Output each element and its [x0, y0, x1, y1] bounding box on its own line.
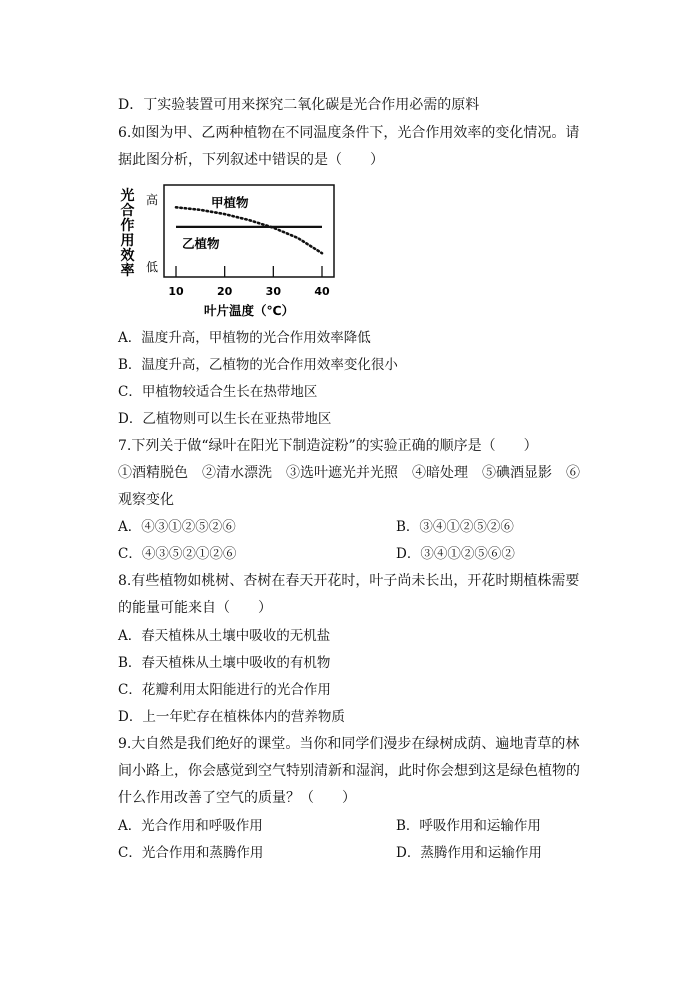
chart-y-low-label: 低	[146, 260, 159, 274]
q8-stem-line-1: 8.有些植物如桃树、杏树在春天开花时，叶子尚未长出，开花时期植株需要	[118, 573, 580, 589]
q7-steps-line-2: 观察变化	[118, 492, 174, 508]
q6-option-d: D．乙植物则可以生长在亚热带地区	[118, 411, 332, 427]
legend-label-jia: 甲植物	[211, 195, 249, 210]
chart-frame	[164, 185, 334, 277]
q8-option-a: A．春天植株从土壤中吸收的无机盐	[118, 628, 331, 644]
q6-option-c: C．甲植物较适合生长在热带地区	[118, 384, 318, 400]
q7-steps-line-1: ①酒精脱色 ②清水漂洗 ③选叶遮光并光照 ④暗处理 ⑤碘酒显影 ⑥	[118, 465, 580, 481]
q6-option-a: A．温度升高，甲植物的光合作用效率降低	[118, 330, 371, 346]
q9-option-a: A．光合作用和呼吸作用	[118, 818, 263, 834]
q8-option-c: C．花瓣利用太阳能进行的光合作用	[118, 682, 331, 698]
q8-option-b: B．春天植株从土壤中吸收的有机物	[118, 655, 331, 671]
q5-option-d: D．丁实验装置可用来探究二氧化碳是光合作用必需的原料	[118, 97, 480, 113]
x-tick-label-20: 20	[217, 285, 233, 298]
q9-stem-line-1: 9.大自然是我们绝好的课堂。当你和同学们漫步在绿树成荫、遍地青草的林	[118, 736, 580, 752]
x-tick-label-10: 10	[168, 285, 184, 298]
q9-option-c: C．光合作用和蒸腾作用	[118, 845, 264, 861]
q9-option-d: D．蒸腾作用和运输作用	[396, 845, 542, 861]
q9-option-b: B．呼吸作用和运输作用	[396, 818, 541, 834]
q6-stem-line-1: 6.如图为甲、乙两种植物在不同温度条件下，光合作用效率的变化情况。请	[118, 125, 580, 141]
q9-stem-line-2: 间小路上，你会感觉到空气特别清新和湿润，此时你会想到这是绿色植物的	[118, 763, 580, 779]
q6-option-b: B．温度升高，乙植物的光合作用效率变化很小	[118, 357, 398, 373]
q7-option-d: D．③④①②⑤⑥②	[396, 546, 515, 562]
legend-label-yi: 乙植物	[182, 236, 220, 251]
chart-y-high-label: 高	[146, 193, 159, 207]
q8-stem-line-2: 的能量可能来自（ ）	[118, 600, 272, 616]
q9-stem-line-3: 什么作用改善了空气的质量？（ ）	[118, 790, 356, 806]
x-tick-label-30: 30	[265, 285, 281, 298]
chart-xlabel: 叶片温度（℃）	[204, 303, 295, 318]
q8-option-d: D．上一年贮存在植株体内的营养物质	[118, 709, 345, 725]
x-tick-label-40: 40	[314, 285, 330, 298]
photosynthesis-efficiency-chart	[116, 182, 346, 322]
chart-ylabel: 光合作用效率	[120, 188, 134, 279]
q7-stem: 7.下列关于做“绿叶在阳光下制造淀粉”的实验正确的顺序是（ ）	[118, 438, 538, 454]
q6-stem-line-2: 据此图分析，下列叙述中错误的是（ ）	[118, 152, 384, 168]
q7-option-b: B．③④①②⑤②⑥	[396, 519, 514, 535]
q7-option-c: C．④③⑤②①②⑥	[118, 546, 237, 562]
q7-option-a: A．④③①②⑤②⑥	[118, 519, 236, 535]
